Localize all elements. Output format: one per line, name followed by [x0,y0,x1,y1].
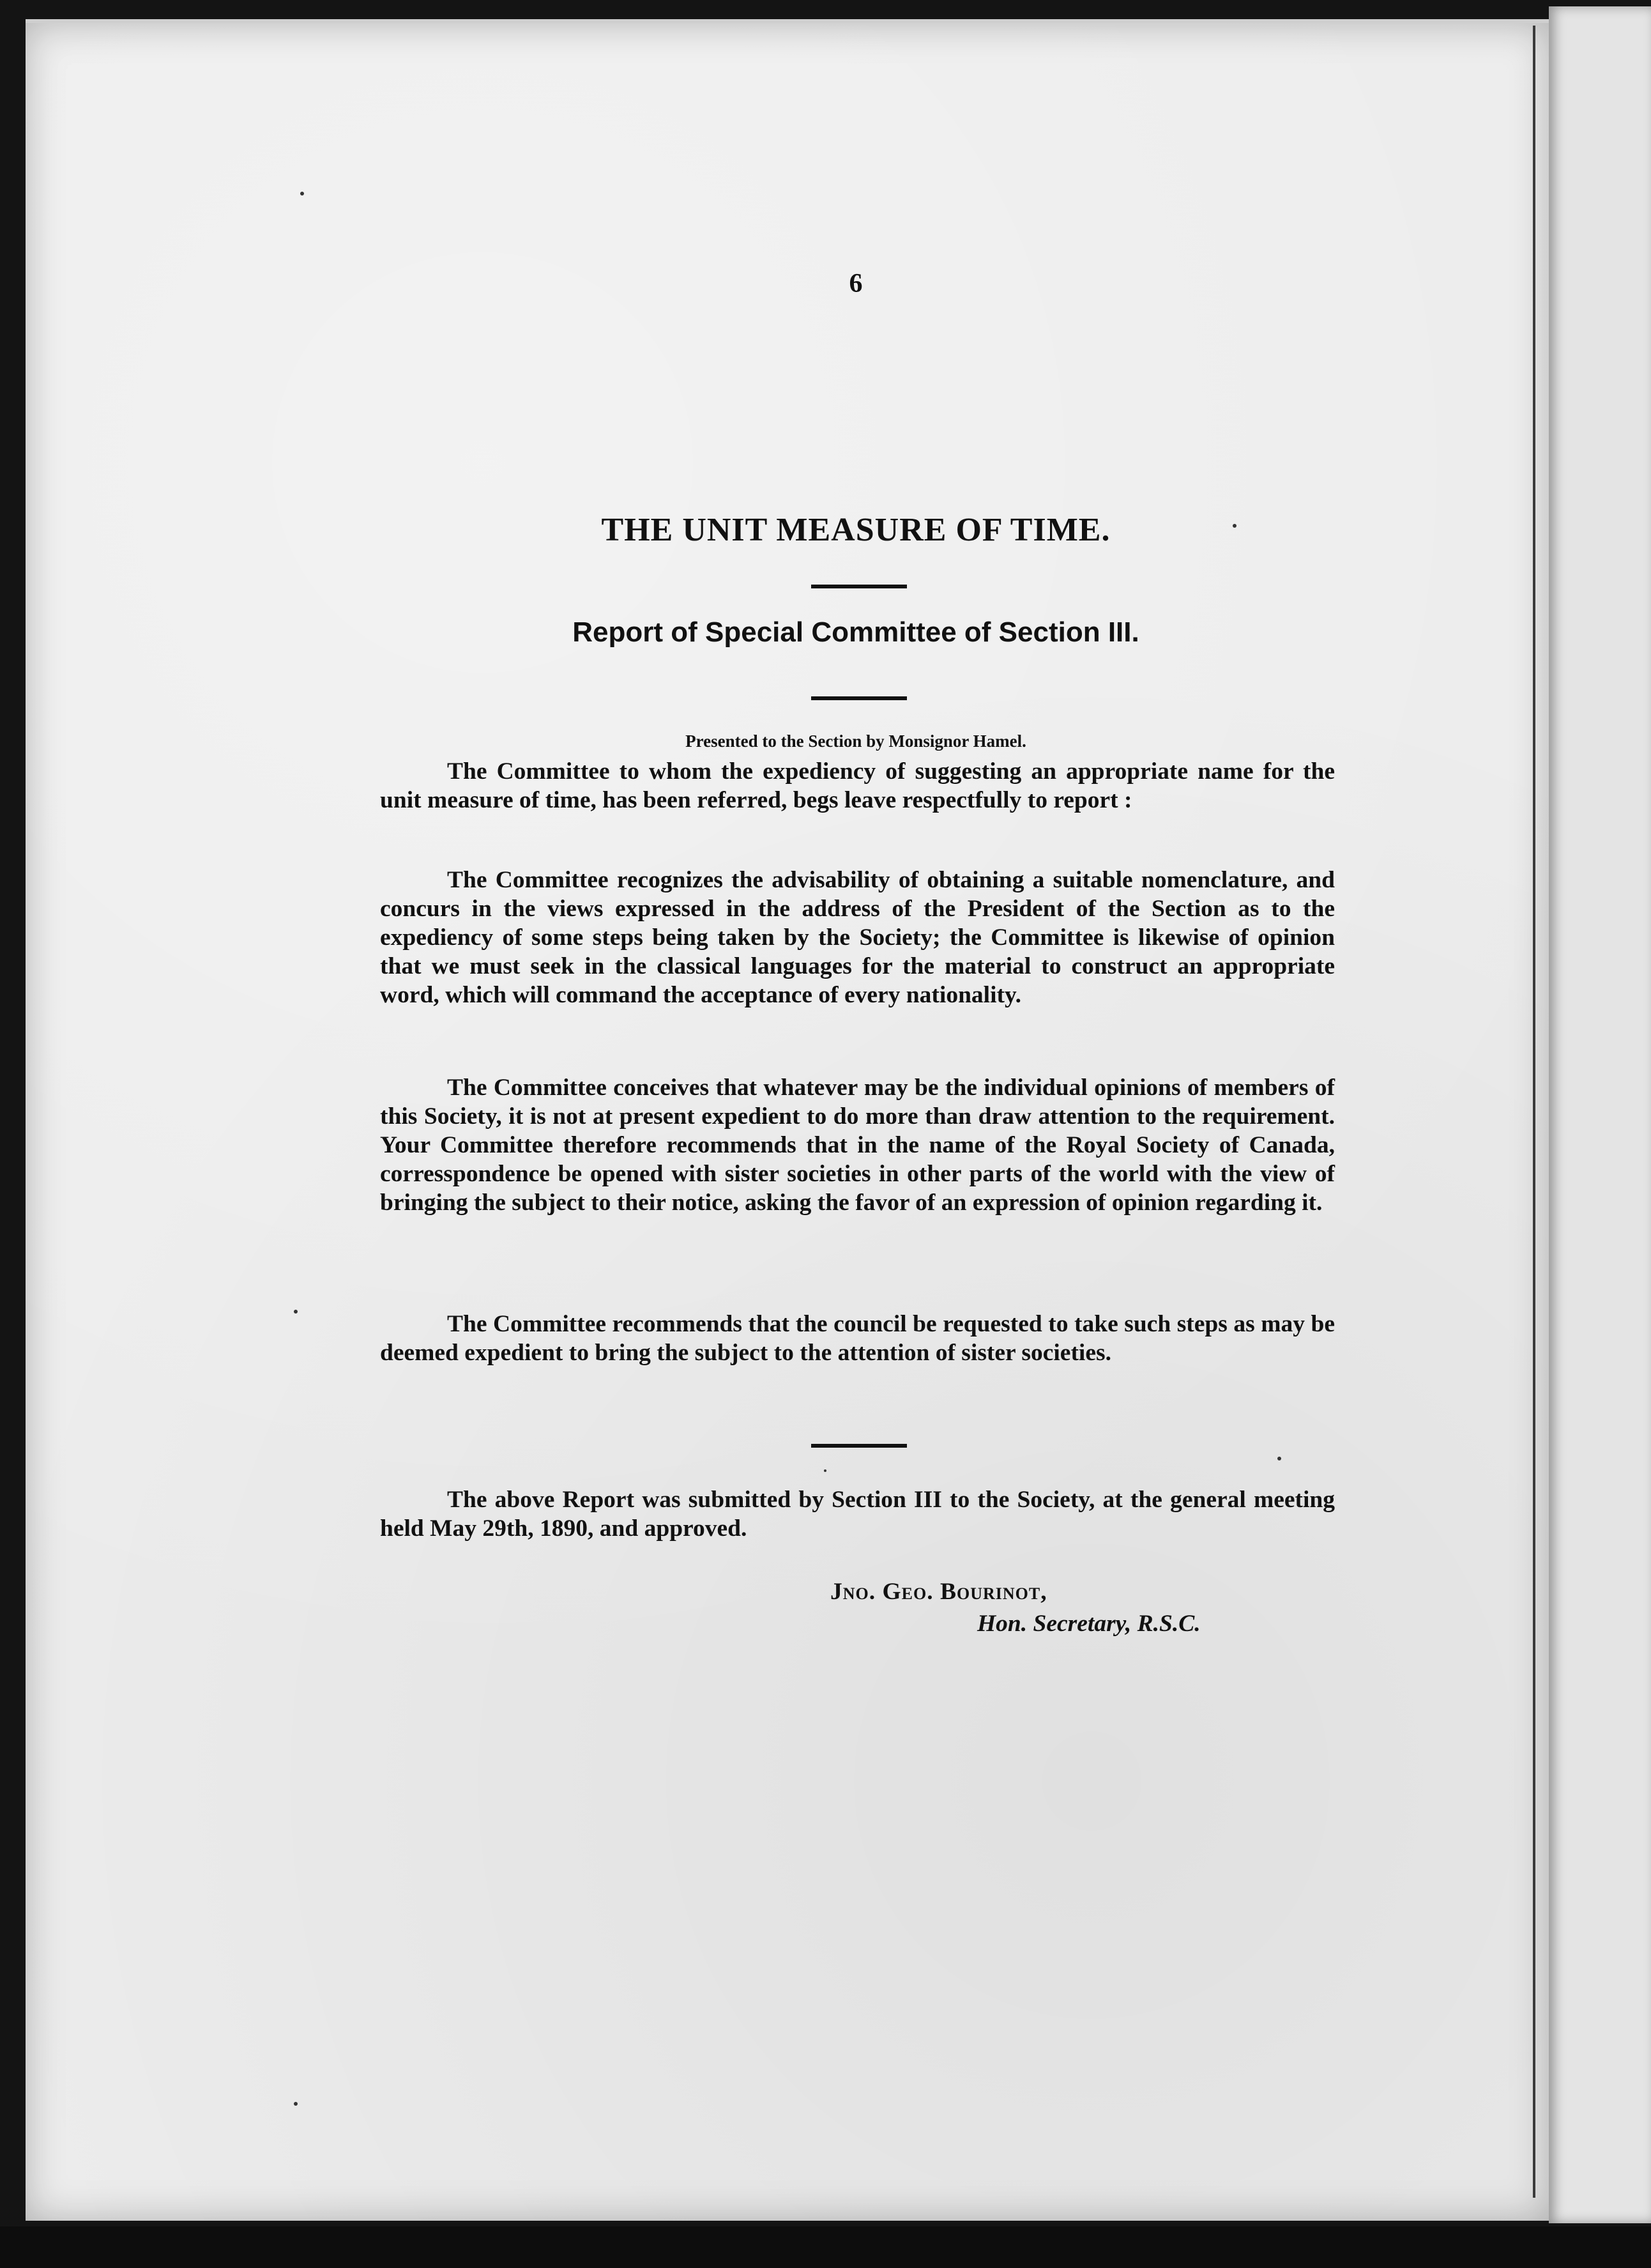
report-paragraph: The Committee conceives that whatever may be the individual opinions of members of this Society, it is not at present expedient to do more than draw attention to the requirement. Your Committee therefore recommends that in the name of the Royal Society of Canada, corresspondence be opened with sister societies in other parts of the world with the view of bringing the subject to their notice, asking the favor of an expression of opinion regarding it. [380,1075,1335,1216]
paper-speck [294,1310,298,1314]
report-title: THE UNIT MEASURE OF TIME. [601,512,1111,548]
subtitle-divider [811,696,907,700]
title-divider [811,585,907,588]
closing-divider [811,1444,907,1448]
page-edge-line [1533,26,1535,2198]
paper-speck [824,1469,826,1472]
report-subtitle: Report of Special Committee of Section III. [572,617,1139,648]
signature-title: Hon. Secretary, R.S.C. [977,1611,1201,1637]
facing-page-strip [1549,6,1651,2223]
signature-name: Jno. Geo. Bourinot, [830,1579,1047,1605]
report-paragraph: The Committee to whom the expediency of suggesting an appropriate name for the unit measure of time, has been referred, begs leave respectfully to report : [380,758,1335,813]
paper-speck [294,2102,298,2106]
presented-by-line: Presented to the Section by Monsignor Hamel. [685,732,1026,751]
page-number: 6 [849,269,863,298]
scan-bottom-border [0,2226,1651,2268]
approval-note: The above Report was submitted by Section III to the Society, at the general meeting held May 29th, 1890, and approved. [380,1487,1335,1542]
paper-speck [1277,1457,1281,1460]
report-paragraph: The Committee recommends that the council be requested to take such steps as may be deemed expedient to bring the subject to the attention of sister societies. [380,1311,1335,1366]
paper-speck [300,192,304,195]
report-paragraph: The Committee recognizes the advisability of obtaining a suitable nomenclature, and concurs in the views expressed in the address of the President of the Section as to the expediency of some steps being taken by the Society; the Committee is likewise of opinion that we must seek in the classical languages for the material to construct an appropriate word, which will command the acceptance of every nationality. [380,867,1335,1008]
